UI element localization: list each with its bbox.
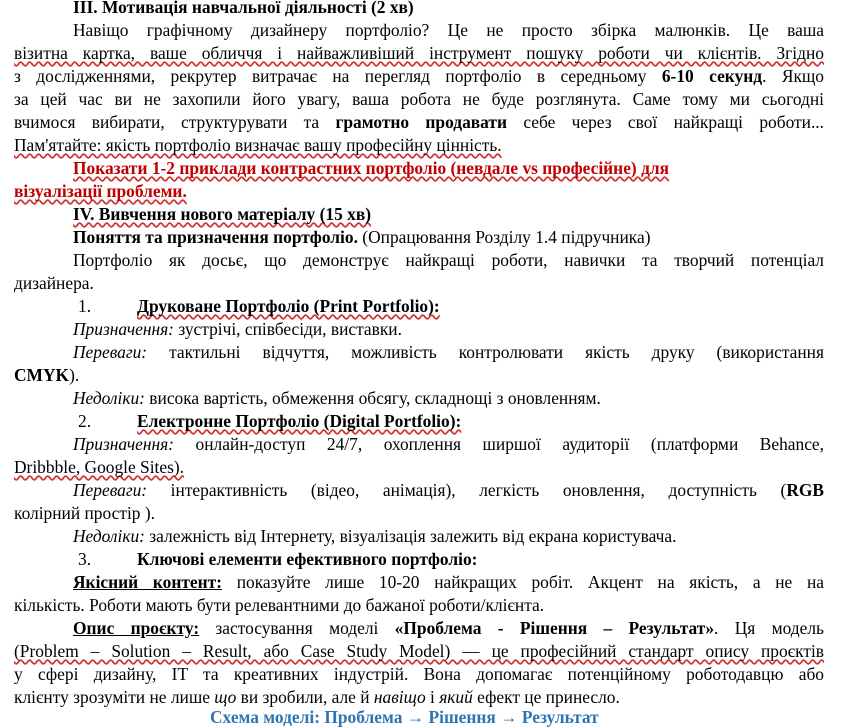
item-1-advantages: CMYK).: [14, 365, 80, 385]
paragraph-line: за цей час ви не захопили його увагу, ваша робота не буде розглянута. Саме тому ми сьогодні: [14, 89, 824, 109]
paragraph-line: Навіщо графічному дизайнеру портфоліо? Це не просто збірка малюнків. Це ваша: [73, 20, 824, 40]
item-2-purpose: Dribbble, Google Sites).: [14, 457, 185, 477]
item-1-disadvantages: Недоліки: висока вартість, обмеження обсягу, складнощі з оновленням.: [73, 388, 601, 408]
definition-line: дизайнера.: [14, 273, 94, 293]
concept-line: Поняття та призначення портфоліо. (Опрацювання Розділу 1.4 підручника): [73, 227, 651, 247]
red-note-line: візуалізації проблеми.: [14, 181, 187, 201]
item-2-advantages: колірний простір ).: [14, 503, 155, 523]
item-2-advantages: Переваги: інтерактивність (відео, анімація), легкість оновлення, доступність (RGB: [73, 480, 824, 500]
item-2-disadvantages: Недоліки: залежність від Інтернету, візуалізація залежить від екрана користувача.: [73, 526, 677, 546]
item-1-title: 1. Друковане Портфоліо (Print Portfolio):: [78, 296, 440, 316]
item-1-purpose: Призначення: зустрічі, співбесіди, виставки.: [73, 319, 402, 339]
section-4-heading: IV. Вивчення нового матеріалу (15 хв): [73, 204, 371, 224]
section-3-heading: III. Мотивація навчальної діяльності (2 хв): [73, 0, 414, 17]
item-1-advantages: Переваги: тактильні відчуття, можливість контролювати якість друку (використання: [73, 342, 824, 362]
item-3-quality: кількість. Роботи мають бути релевантними до бажаної роботи/клієнта.: [14, 595, 545, 615]
definition-line: Портфоліо як досьє, що демонструє найкращі роботи, навички та творчий потенціал: [73, 250, 824, 270]
item-2-purpose: Призначення: онлайн-доступ 24/7, охоплення ширшої аудиторії (платформи Behance,: [73, 434, 824, 454]
item-3-description: (Problem – Solution – Result, або Case Study Model) — це професійний стандарт опису проєктів: [14, 641, 824, 661]
red-note-line: Показати 1-2 приклади контрастних портфоліо (невдале vs професійне) для: [73, 158, 670, 178]
item-3-description: клієнту зрозуміти не лише що ви зробили, але й навіщо і який ефект це принесло.: [14, 687, 620, 707]
item-3-description: Опис проєкту: застосування моделі «Проблема - Рішення – Результат». Ця модель: [73, 618, 824, 638]
paragraph-line: вчимося вибирати, структурувати та грамотно продавати себе через свої найкращі роботи...: [14, 112, 824, 132]
paragraph-line: візитна картка, ваше обличчя і найважливіший інструмент пошуку роботи чи клієнтів. Згідно: [14, 43, 824, 63]
cut-off-heading: Схема моделі: Проблема → Рішення → Результат: [210, 707, 599, 727]
item-3-quality: Якісний контент: показуйте лише 10-20 найкращих робіт. Акцент на якість, а не на: [73, 572, 824, 592]
paragraph-line: з дослідженнями, рекрутер витрачає на перегляд портфоліо в середньому 6-10 секунд. Якщо: [14, 66, 824, 86]
paragraph-line: Пам'ятайте: якість портфоліо визначає вашу професійну цінність.: [14, 135, 502, 155]
item-3-title: 3. Ключові елементи ефективного портфоліо:: [78, 549, 478, 569]
item-2-title: 2. Електронне Портфоліо (Digital Portfolio):: [78, 411, 462, 431]
item-3-description: у сфері дизайну, IT та креативних індустрій. Вона допомагає потенційному роботодавцю або: [14, 664, 824, 684]
